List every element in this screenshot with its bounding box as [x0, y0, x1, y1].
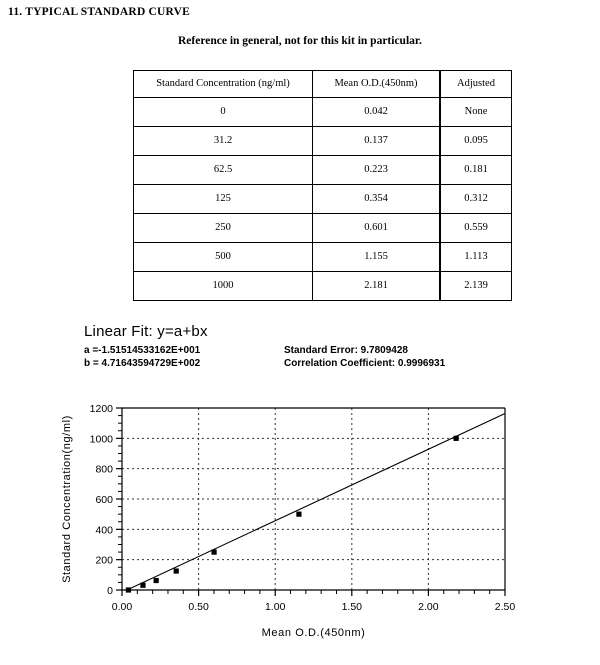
table-row [134, 243, 512, 272]
cell-mean-od: 0.223 [313, 156, 441, 185]
column-header-adjusted: Adjusted [440, 71, 512, 98]
linear-fit-title: Linear Fit: y=a+bx [84, 323, 208, 340]
cell-concentration: 31.2 [134, 127, 313, 156]
cell-mean-od: 0.042 [313, 98, 441, 127]
cell-concentration: 500 [134, 243, 313, 272]
data-point-marker [174, 568, 179, 573]
y-tick-label: 800 [95, 463, 113, 476]
table-row [134, 98, 512, 127]
fit-standard-error: Standard Error: 9.7809428 [284, 345, 408, 356]
table-header-row [134, 71, 512, 98]
cell-mean-od: 2.181 [313, 272, 441, 301]
y-tick-label: 600 [95, 494, 113, 506]
fit-correlation-coefficient: Correlation Coefficient: 0.9996931 [284, 358, 446, 369]
standard-curve-chart [0, 392, 600, 652]
data-points [126, 436, 459, 593]
y-axis-title: Standard Concentration(ng/ml) [61, 415, 73, 583]
chart-gridlines [122, 408, 505, 590]
page-title: 11. TYPICAL STANDARD CURVE [8, 6, 191, 18]
fit-coefficient-a: a =-1.51514533162E+001 [84, 345, 201, 356]
x-tick-label: 0.50 [188, 601, 209, 613]
column-header-mean-od: Mean O.D.(450nm) [313, 71, 441, 98]
y-tick-label: 200 [95, 554, 113, 567]
fit-coefficient-b: b = 4.71643594729E+002 [84, 358, 201, 369]
linear-fit-block [84, 323, 445, 370]
cell-concentration: 250 [134, 214, 313, 243]
cell-concentration: 62.5 [134, 156, 313, 185]
table-row [134, 214, 512, 243]
table-row [134, 272, 512, 301]
y-axis-ticks [90, 403, 122, 597]
cell-mean-od: 1.155 [313, 243, 441, 272]
cell-adjusted: 0.312 [440, 185, 512, 214]
cell-adjusted: None [440, 98, 512, 127]
x-tick-label: 1.50 [341, 601, 363, 613]
data-point-marker [140, 583, 145, 588]
x-tick-label: 1.00 [264, 601, 286, 613]
table-row [134, 185, 512, 214]
data-point-marker [211, 549, 216, 554]
x-tick-label: 2.50 [494, 601, 516, 613]
cell-mean-od: 0.354 [313, 185, 441, 214]
y-tick-label: 1000 [89, 433, 113, 446]
chart-canvas [0, 392, 600, 652]
table-row [134, 156, 512, 185]
fit-line [127, 413, 505, 590]
cell-adjusted: 1.113 [440, 243, 512, 272]
data-point-marker [126, 587, 131, 592]
data-point-marker [296, 512, 301, 517]
y-tick-label: 0 [107, 585, 113, 597]
cell-mean-od: 0.601 [313, 214, 441, 243]
reference-note: Reference in general, not for this kit in particular. [178, 35, 422, 47]
y-tick-label: 400 [95, 524, 113, 537]
cell-adjusted: 0.559 [440, 214, 512, 243]
x-axis-title: Mean O.D.(450nm) [261, 627, 366, 639]
standard-curve-table [133, 70, 512, 301]
cell-concentration: 0 [134, 98, 313, 127]
y-tick-label: 1200 [89, 403, 113, 415]
data-point-marker [154, 578, 159, 583]
x-axis-ticks [112, 590, 516, 613]
linear-fit-parameters [84, 344, 445, 370]
table-row [134, 127, 512, 156]
data-point-marker [454, 436, 459, 441]
cell-concentration: 1000 [134, 272, 313, 301]
cell-adjusted: 0.095 [440, 127, 512, 156]
x-tick-label: 2.00 [418, 601, 439, 613]
cell-adjusted: 2.139 [440, 272, 512, 301]
cell-adjusted: 0.181 [440, 156, 512, 185]
x-tick-label: 0.00 [111, 601, 133, 613]
cell-mean-od: 0.137 [313, 127, 441, 156]
cell-concentration: 125 [134, 185, 313, 214]
column-header-concentration: Standard Concentration (ng/ml) [134, 71, 313, 98]
